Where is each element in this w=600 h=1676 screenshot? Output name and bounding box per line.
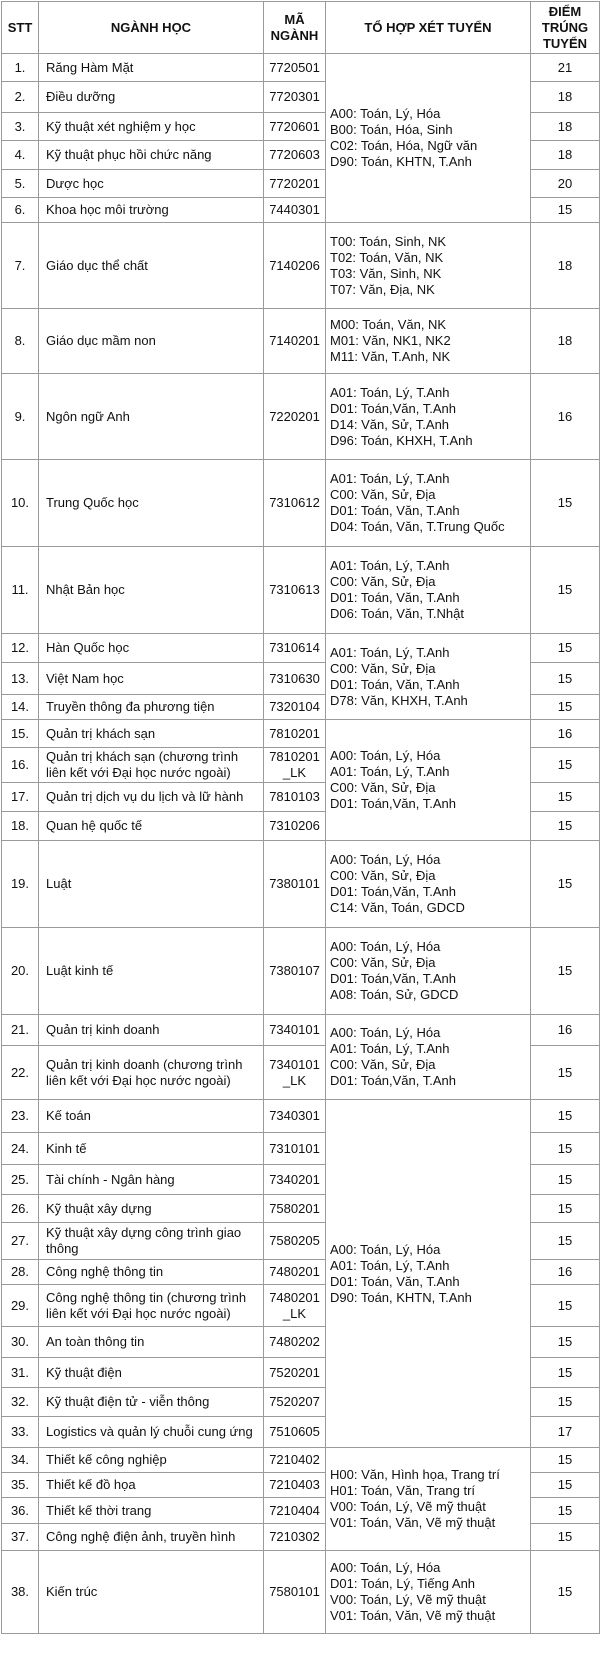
stt-cell: 31. [2,1358,39,1388]
stt-cell: 6. [2,198,39,223]
stt-cell: 1. [2,54,39,82]
major-name-cell: An toàn thông tin [39,1327,264,1358]
combo-line: D01: Toán,Văn, T.Anh [330,971,457,986]
combo-line: D01: Toán, Văn, T.Anh [330,676,460,692]
combo-line: A01: Toán, Lý, T.Anh [330,384,450,400]
score-cell: 15 [531,1046,600,1100]
table-row [2,841,600,928]
stt-cell: 34. [2,1448,39,1473]
stt-cell: 36. [2,1498,39,1524]
stt-cell: 12. [2,634,39,663]
major-name-cell: Kỹ thuật xét nghiệm y học [39,113,264,141]
combo-cell [326,1015,531,1100]
stt-cell: 35. [2,1473,39,1498]
major-name-cell: Dược học [39,170,264,198]
stt-cell: 9. [2,374,39,460]
combo-cell [326,374,531,460]
table-row [2,460,600,547]
stt-cell: 7. [2,223,39,309]
stt-cell: 10. [2,460,39,547]
major-code-cell: 7720601 [264,113,326,141]
combo-line: C00: Văn, Sử, Địa [330,1057,436,1072]
combo-line: A00: Toán, Lý, Hóa [330,106,441,121]
table-row [2,374,600,460]
major-name-cell: Công nghệ thông tin [39,1260,264,1285]
combo-line: C00: Văn, Sử, Địa [330,868,436,883]
combo-line: D90: Toán, KHTN, T.Anh [330,1289,472,1305]
major-code-cell: 7210403 [264,1473,326,1498]
stt-cell: 18. [2,812,39,841]
score-cell: 15 [531,1165,600,1195]
major-code-cell: 7310612 [264,460,326,547]
stt-cell: 2. [2,82,39,113]
score-cell: 20 [531,170,600,198]
major-name-cell: Công nghệ điện ảnh, truyền hình [39,1524,264,1551]
combo-cell [326,720,531,841]
combo-line: T02: Toán, Văn, NK [330,249,444,265]
header-combo: TỔ HỢP XÉT TUYỂN [326,2,531,54]
combo-line: M00: Toán, Văn, NK [330,317,447,332]
combo-line: A00: Toán, Lý, Hóa [330,1025,441,1040]
score-cell: 15 [531,841,600,928]
combo-cell [326,1100,531,1448]
stt-cell: 5. [2,170,39,198]
major-name-cell: Nhật Bản học [39,547,264,634]
combo-line: B00: Toán, Hóa, Sinh [330,122,453,137]
major-code-cell: 7810201 [264,720,326,748]
major-code-cell: 7810103 [264,783,326,812]
combo-line: D01: Toán, Văn, T.Anh [330,503,460,518]
score-cell: 15 [531,1388,600,1417]
score-cell: 15 [531,1195,600,1223]
major-name-cell: Quản trị kinh doanh (chương trình liên kết với Đại học nước ngoài) [39,1046,264,1100]
combo-line: A01: Toán, Lý, T.Anh [330,558,450,573]
combo-cell [326,1448,531,1551]
combo-line: A01: Toán, Lý, T.Anh [330,644,450,660]
score-cell: 18 [531,82,600,113]
major-name-cell: Kỹ thuật điện [39,1358,264,1388]
stt-cell: 23. [2,1100,39,1133]
major-name-cell: Ngôn ngữ Anh [39,374,264,460]
combo-line: C02: Toán, Hóa, Ngữ văn [330,138,478,153]
major-code-cell: 7720301 [264,82,326,113]
score-cell: 17 [531,1417,600,1448]
combo-line: A01: Toán, Lý, T.Anh [330,764,450,779]
major-code-cell: 7480201 _LK [264,1285,326,1327]
major-name-cell: Kỹ thuật phục hồi chức năng [39,141,264,170]
major-code-cell: 7580101 [264,1551,326,1634]
stt-cell: 14. [2,695,39,720]
major-code-cell: 7310613 [264,547,326,634]
combo-cell [326,309,531,374]
table-row [2,223,600,309]
combo-cell [326,634,531,720]
combo-cell [326,547,531,634]
major-name-cell: Kỹ thuật xây dựng công trình giao thông [39,1223,264,1260]
stt-cell: 27. [2,1223,39,1260]
major-code-cell: 7310101 [264,1133,326,1165]
major-code-cell: 7810201 _LK [264,748,326,783]
major-name-cell: Kế toán [39,1100,264,1133]
combo-cell [326,928,531,1015]
combo-line: A00: Toán, Lý, Hóa [330,748,441,763]
score-cell: 18 [531,113,600,141]
combo-line: D01: Toán, Văn, T.Anh [330,1273,460,1289]
major-name-cell: Quản trị khách sạn (chương trình liên kết với Đại học nước ngoài) [39,748,264,783]
stt-cell: 25. [2,1165,39,1195]
combo-line: V00: Toán, Lý, Vẽ mỹ thuật [330,1592,486,1607]
combo-line: A01: Toán, Lý, T.Anh [330,1041,450,1056]
stt-cell: 4. [2,141,39,170]
combo-line: A01: Toán, Lý, T.Anh [330,471,450,486]
header-row [2,2,600,54]
major-code-cell: 7480201 [264,1260,326,1285]
score-cell: 15 [531,1551,600,1634]
combo-line: D04: Toán, Văn, T.Trung Quốc [330,519,505,534]
table-row [2,309,600,374]
header-stt: STT [2,2,39,54]
combo-line: D01: Toán,Văn, T.Anh [330,400,457,416]
combo-line: T07: Văn, Địa, NK [330,281,435,297]
major-name-cell: Kỹ thuật điện tử - viễn thông [39,1388,264,1417]
score-cell: 16 [531,374,600,460]
combo-line: C00: Văn, Sử, Địa [330,780,436,795]
combo-line: C14: Văn, Toán, GDCD [330,900,465,915]
major-name-cell: Kỹ thuật xây dựng [39,1195,264,1223]
major-code-cell: 7210402 [264,1448,326,1473]
score-cell: 15 [531,460,600,547]
major-name-cell: Truyền thông đa phương tiện [39,695,264,720]
combo-line: D01: Toán,Văn, T.Anh [330,796,457,811]
score-cell: 16 [531,720,600,748]
combo-cell [326,223,531,309]
combo-line: A00: Toán, Lý, Hóa [330,1241,441,1257]
combo-line: V01: Toán, Văn, Vẽ mỹ thuật [330,1608,496,1623]
major-name-cell: Giáo dục mầm non [39,309,264,374]
combo-line: C00: Văn, Sử, Địa [330,574,436,589]
header-major: NGÀNH HỌC [39,2,264,54]
major-name-cell: Logistics và quản lý chuỗi cung ứng [39,1417,264,1448]
score-cell: 15 [531,695,600,720]
score-cell: 15 [531,928,600,1015]
score-cell: 15 [531,1100,600,1133]
stt-cell: 38. [2,1551,39,1634]
major-name-cell: Thiết kế công nghiệp [39,1448,264,1473]
major-name-cell: Thiết kế đồ họa [39,1473,264,1498]
table-row [2,54,600,82]
score-cell: 15 [531,812,600,841]
header-score: ĐIỂM TRÚNG TUYỂN [531,2,600,54]
major-code-cell: 7720603 [264,141,326,170]
combo-line: M01: Văn, NK1, NK2 [330,333,451,348]
score-cell: 15 [531,1223,600,1260]
major-name-cell: Điều dưỡng [39,82,264,113]
combo-line: D06: Toán, Văn, T.Nhật [330,606,464,621]
major-code-cell: 7210404 [264,1498,326,1524]
combo-line: M11: Văn, T.Anh, NK [330,349,451,364]
combo-line: C00: Văn, Sử, Địa [330,487,436,502]
combo-line: V01: Toán, Văn, Vẽ mỹ thuật [330,1515,496,1530]
major-code-cell: 7440301 [264,198,326,223]
major-code-cell: 7520201 [264,1358,326,1388]
major-name-cell: Thiết kế thời trang [39,1498,264,1524]
major-code-cell: 7310206 [264,812,326,841]
combo-cell [326,460,531,547]
table-body [2,54,600,1634]
stt-cell: 29. [2,1285,39,1327]
combo-line: A08: Toán, Sử, GDCD [330,987,459,1002]
stt-cell: 32. [2,1388,39,1417]
table-row [2,1015,600,1046]
table-row [2,634,600,663]
score-cell: 18 [531,223,600,309]
major-name-cell: Tài chính - Ngân hàng [39,1165,264,1195]
major-name-cell: Hàn Quốc học [39,634,264,663]
combo-line: T00: Toán, Sinh, NK [330,233,447,249]
major-code-cell: 7340101 _LK [264,1046,326,1100]
major-code-cell: 7140206 [264,223,326,309]
major-name-cell: Công nghệ thông tin (chương trình liên kết với Đại học nước ngoài) [39,1285,264,1327]
combo-line: A00: Toán, Lý, Hóa [330,939,441,954]
major-name-cell: Giáo dục thể chất [39,223,264,309]
score-cell: 15 [531,663,600,695]
score-cell: 15 [531,1358,600,1388]
score-cell: 15 [531,1285,600,1327]
stt-cell: 37. [2,1524,39,1551]
major-code-cell: 7140201 [264,309,326,374]
stt-cell: 30. [2,1327,39,1358]
table-row [2,1551,600,1634]
combo-line: D96: Toán, KHXH, T.Anh [330,432,473,448]
score-cell: 15 [531,1473,600,1498]
admission-table [1,1,600,1634]
major-code-cell: 7210302 [264,1524,326,1551]
combo-line: D01: Toán,Văn, T.Anh [330,1073,457,1088]
combo-line: H00: Văn, Hình họa, Trang trí [330,1467,500,1482]
major-code-cell: 7720501 [264,54,326,82]
major-name-cell: Quản trị kinh doanh [39,1015,264,1046]
combo-cell [326,1551,531,1634]
combo-line: D01: Toán, Văn, T.Anh [330,590,460,605]
major-name-cell: Quản trị dịch vụ du lịch và lữ hành [39,783,264,812]
score-cell: 15 [531,547,600,634]
major-code-cell: 7480202 [264,1327,326,1358]
major-code-cell: 7580201 [264,1195,326,1223]
major-code-cell: 7340301 [264,1100,326,1133]
table-row [2,928,600,1015]
major-code-cell: 7340201 [264,1165,326,1195]
combo-line: T03: Văn, Sinh, NK [330,265,442,281]
major-code-cell: 7310630 [264,663,326,695]
score-cell: 21 [531,54,600,82]
combo-line: C00: Văn, Sử, Địa [330,660,436,676]
table-row [2,1100,600,1133]
major-name-cell: Khoa học môi trường [39,198,264,223]
score-cell: 15 [531,198,600,223]
major-name-cell: Quản trị khách sạn [39,720,264,748]
header-code: MÃ NGÀNH [264,2,326,54]
stt-cell: 19. [2,841,39,928]
score-cell: 15 [531,783,600,812]
combo-line: D78: Văn, KHXH, T.Anh [330,692,468,708]
stt-cell: 15. [2,720,39,748]
major-code-cell: 7720201 [264,170,326,198]
stt-cell: 13. [2,663,39,695]
score-cell: 15 [531,748,600,783]
stt-cell: 20. [2,928,39,1015]
stt-cell: 26. [2,1195,39,1223]
stt-cell: 33. [2,1417,39,1448]
score-cell: 18 [531,141,600,170]
table-row [2,720,600,748]
stt-cell: 3. [2,113,39,141]
major-code-cell: 7580205 [264,1223,326,1260]
table-row [2,547,600,634]
major-code-cell: 7310614 [264,634,326,663]
combo-cell [326,841,531,928]
combo-line: D14: Văn, Sử, T.Anh [330,416,450,432]
major-code-cell: 7380107 [264,928,326,1015]
stt-cell: 28. [2,1260,39,1285]
combo-line: D01: Toán,Văn, T.Anh [330,884,457,899]
stt-cell: 16. [2,748,39,783]
combo-line: A00: Toán, Lý, Hóa [330,852,441,867]
combo-line: A00: Toán, Lý, Hóa [330,1560,441,1575]
score-cell: 15 [531,1524,600,1551]
major-name-cell: Kiến trúc [39,1551,264,1634]
table-row [2,1448,600,1473]
combo-cell [326,54,531,223]
major-name-cell: Kinh tế [39,1133,264,1165]
combo-line: A01: Toán, Lý, T.Anh [330,1257,450,1273]
score-cell: 15 [531,1327,600,1358]
major-code-cell: 7510605 [264,1417,326,1448]
stt-cell: 17. [2,783,39,812]
combo-line: H01: Toán, Văn, Trang trí [330,1483,476,1498]
major-name-cell: Răng Hàm Mặt [39,54,264,82]
score-cell: 16 [531,1015,600,1046]
score-cell: 16 [531,1260,600,1285]
stt-cell: 8. [2,309,39,374]
stt-cell: 22. [2,1046,39,1100]
major-name-cell: Quan hệ quốc tế [39,812,264,841]
major-code-cell: 7340101 [264,1015,326,1046]
combo-line: D90: Toán, KHTN, T.Anh [330,154,472,169]
combo-line: V00: Toán, Lý, Vẽ mỹ thuật [330,1499,486,1514]
score-cell: 15 [531,1133,600,1165]
major-code-cell: 7220201 [264,374,326,460]
combo-line: C00: Văn, Sử, Địa [330,955,436,970]
score-cell: 15 [531,1498,600,1524]
stt-cell: 24. [2,1133,39,1165]
major-name-cell: Luật kinh tế [39,928,264,1015]
combo-line: D01: Toán, Lý, Tiếng Anh [330,1576,476,1591]
major-code-cell: 7380101 [264,841,326,928]
major-code-cell: 7320104 [264,695,326,720]
major-name-cell: Việt Nam học [39,663,264,695]
stt-cell: 11. [2,547,39,634]
score-cell: 15 [531,634,600,663]
major-name-cell: Luật [39,841,264,928]
major-name-cell: Trung Quốc học [39,460,264,547]
stt-cell: 21. [2,1015,39,1046]
score-cell: 18 [531,309,600,374]
score-cell: 15 [531,1448,600,1473]
major-code-cell: 7520207 [264,1388,326,1417]
